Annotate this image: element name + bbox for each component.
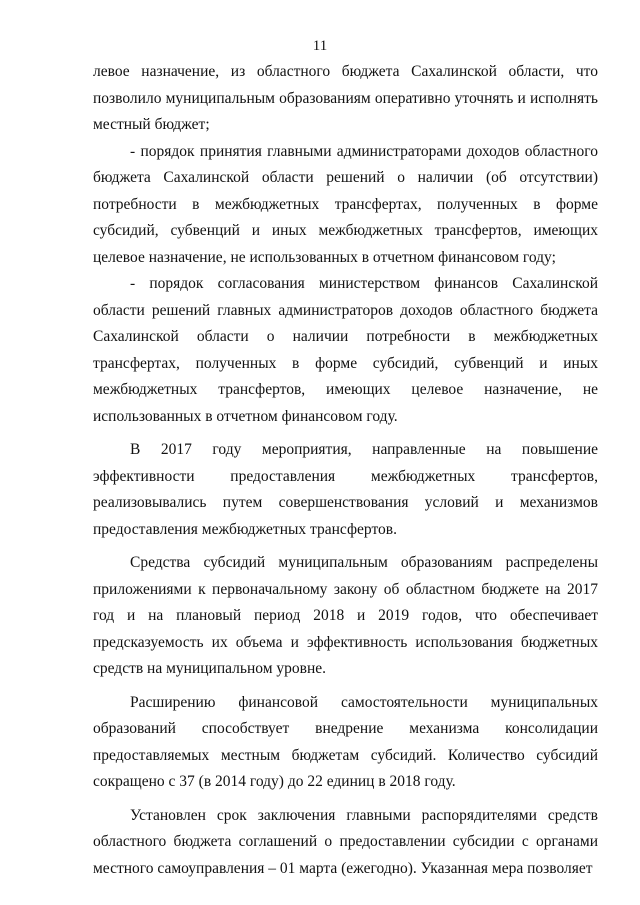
paragraph-list-item-2: - порядок согласования министерством финансов Сахалинской области решений главных администраторов доходов областного бюджета Сахалинской области о наличии потребности в межбюджетных трансфертах, полученных в форме субсидий, субвенций и иных межбюджетных трансфертов, имеющих целевое назначение, не использованных в отчетном финансовом году. [93,275,598,425]
paragraph-continuation: левое назначение, из областного бюджета Сахалинской области, что позволило муниципальным образованиям оперативно уточнять и исполнять местный бюджет; [93,63,598,133]
paragraph-list-item-1: - порядок принятия главными администраторами доходов областного бюджета Сахалинской области решений о наличии (об отсутствии) потребности в межбюджетных трансфертах, полученных в форме субсидий, субвенций и иных межбюджетных трансфертов, имеющих целевое назначение, не использованных в отчетном финансовом году; [93,142,598,266]
paragraph-financial-independence: Расширению финансовой самостоятельности муниципальных образований способствует внедрение механизма консолидации предоставляемых местным бюджетам субсидий. Количество субсидий сокращено с 37 (в 2014 году) до 22 единиц в 2018 году. [93,693,598,790]
paragraph-subsidy-distribution: Средства субсидий муниципальным образованиям распределены приложениями к первоначальному закону об областном бюджете на 2017 год и на плановый период 2018 и 2019 годов, что обеспечивает предсказуемость их объема и эффективность использования бюджетных средств на муниципальном уровне. [93,554,598,677]
page-number: 11 [312,38,328,54]
paragraph-2017-measures: В 2017 году мероприятия, направленные на повышение эффективности предоставления межбюджетных трансфертов, реализовывались путем совершенствования условий и механизмов предоставления межбюджетных трансфертов. [93,441,598,538]
paragraph-agreement-deadline: Установлен срок заключения главными распорядителями средств областного бюджета соглашений о предоставлении субсидии с органами местного самоуправления – 01 марта (ежегодно). Указанная мера позволяет [93,806,598,877]
document-body [93,59,598,882]
